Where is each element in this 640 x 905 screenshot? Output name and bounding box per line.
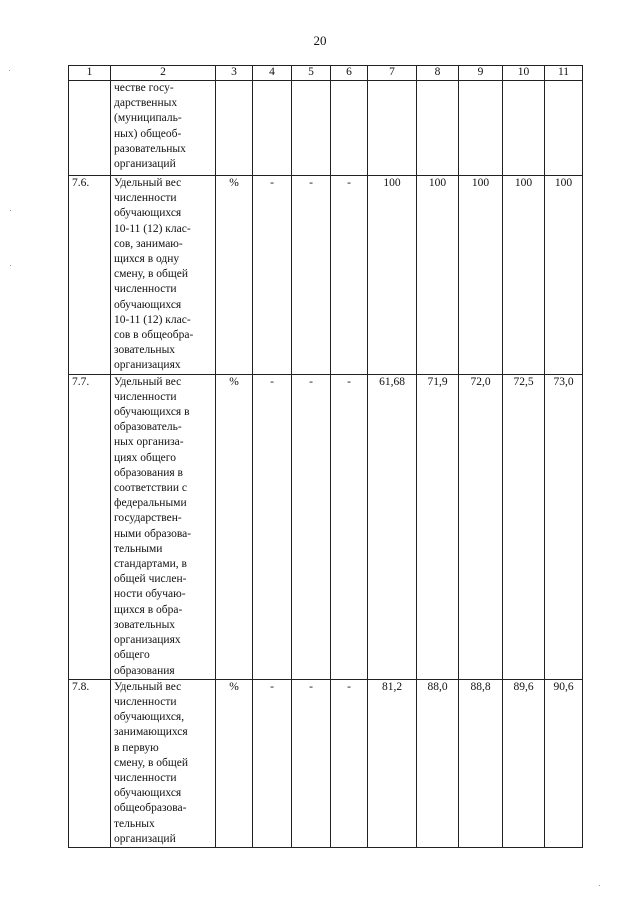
table-header-row — [69, 66, 583, 81]
indicator-name-line: организаций — [114, 832, 176, 845]
indicator-name-line: государствен- — [114, 512, 182, 525]
indicator-name-line: смену, в общей — [114, 268, 189, 281]
indicator-name-line: (муниципаль- — [114, 112, 182, 125]
unit-cell: % — [216, 679, 253, 847]
indicator-name-line: тельными — [114, 542, 163, 555]
value-cell-col-10 — [503, 81, 545, 176]
indicator-name-line: ных организа- — [114, 436, 184, 449]
indicator-name-line: разовательных — [114, 142, 186, 155]
page-number: 20 — [313, 33, 327, 48]
value-cell-col-10: 72,5 — [503, 374, 545, 679]
value-cell-col-4 — [253, 81, 292, 176]
table-row — [69, 679, 583, 847]
indicator-name-line: численности — [114, 390, 177, 403]
value-cell-col-6: - — [331, 374, 368, 679]
unit-cell — [216, 81, 253, 176]
value-cell-col-5: - — [292, 679, 331, 847]
indicator-name-line: численности — [114, 695, 177, 708]
column-header-10: 10 — [503, 66, 545, 81]
indicator-name-line: смену, в общей — [114, 756, 189, 769]
indicator-name — [111, 81, 216, 176]
value-cell-col-6: - — [331, 679, 368, 847]
indicator-name-line: щихся в обра- — [114, 603, 183, 616]
column-header-1: 1 — [69, 66, 111, 81]
indicator-name-line: дарственных — [114, 97, 178, 110]
table-row — [69, 374, 583, 679]
value-cell-col-5: - — [292, 374, 331, 679]
indicator-name-line: ности обучаю- — [114, 588, 186, 601]
indicator-name — [111, 374, 216, 679]
indicator-name-line: сов в общеобра- — [114, 329, 194, 342]
indicator-name-line: стандартами, в — [114, 558, 187, 571]
indicator-name-line: образователь- — [114, 421, 182, 434]
indicator-name-line: численности — [114, 192, 177, 205]
column-header-3: 3 — [216, 66, 253, 81]
value-cell-col-8: 71,9 — [417, 374, 459, 679]
column-header-11: 11 — [545, 66, 583, 81]
value-cell-col-9: 88,8 — [459, 679, 503, 847]
indicator-name — [111, 176, 216, 375]
column-header-6: 6 — [331, 66, 368, 81]
column-header-9: 9 — [459, 66, 503, 81]
scan-speck — [10, 265, 11, 266]
column-header-2: 2 — [111, 66, 216, 81]
value-cell-col-5 — [292, 81, 331, 176]
indicator-name-line: 10-11 (12) клас- — [114, 313, 191, 326]
indicator-name-line: 10-11 (12) клас- — [114, 222, 191, 235]
indicator-name-line: зовательных — [114, 344, 176, 357]
value-cell-col-7: 100 — [368, 176, 417, 375]
indicator-name-line: щихся в одну — [114, 253, 180, 266]
indicator-number: 7.7. — [69, 374, 111, 679]
indicator-name-line: сов, занимаю- — [114, 237, 183, 250]
table-row — [69, 176, 583, 375]
indicator-name-line: ными образова- — [114, 527, 192, 540]
value-cell-col-11: 90,6 — [545, 679, 583, 847]
table-row — [69, 81, 583, 176]
value-cell-col-8: 88,0 — [417, 679, 459, 847]
value-cell-col-5: - — [292, 176, 331, 375]
indicator-name-line: ных) общеоб- — [114, 127, 182, 140]
indicators-table — [68, 65, 583, 848]
scan-speck — [10, 210, 11, 211]
indicator-number: 7.8. — [69, 679, 111, 847]
indicator-name-line: Удельный вес — [114, 375, 182, 388]
indicator-name-line: общей числен- — [114, 573, 187, 586]
indicator-name-line: организациях — [114, 634, 181, 647]
value-cell-col-10: 100 — [503, 176, 545, 375]
indicator-name-line: циях общего — [114, 451, 176, 464]
indicator-name-line: Удельный вес — [114, 177, 182, 189]
value-cell-col-4: - — [253, 176, 292, 375]
value-cell-col-10: 89,6 — [503, 679, 545, 847]
value-cell-col-11 — [545, 81, 583, 176]
indicator-name-line: честве госу- — [114, 82, 174, 94]
value-cell-col-9: 100 — [459, 176, 503, 375]
indicator-name-line: организациях — [114, 359, 181, 372]
indicator-number — [69, 81, 111, 176]
value-cell-col-6 — [331, 81, 368, 176]
indicator-name-line: обучающихся, — [114, 711, 185, 724]
value-cell-col-7: 61,68 — [368, 374, 417, 679]
indicator-name-line: Удельный вес — [114, 680, 182, 693]
unit-cell: % — [216, 374, 253, 679]
value-cell-col-9 — [459, 81, 503, 176]
indicator-name-line: зовательных — [114, 618, 176, 631]
indicator-name-line: численности — [114, 771, 177, 784]
value-cell-col-7: 81,2 — [368, 679, 417, 847]
value-cell-col-8: 100 — [417, 176, 459, 375]
value-cell-col-4: - — [253, 374, 292, 679]
indicator-name-line: занимающихся — [114, 726, 188, 739]
indicator-name-line: образования — [114, 664, 175, 677]
value-cell-col-9: 72,0 — [459, 374, 503, 679]
indicator-name-line: обучающихся — [114, 207, 182, 220]
column-header-5: 5 — [292, 66, 331, 81]
value-cell-col-4: - — [253, 679, 292, 847]
indicator-name-line: тельных — [114, 817, 155, 830]
indicator-name-line: организаций — [114, 158, 176, 171]
indicator-name-line: обучающихся — [114, 787, 182, 800]
indicator-name-line: численности — [114, 283, 177, 296]
indicator-name-line: федеральными — [114, 497, 187, 510]
column-header-7: 7 — [368, 66, 417, 81]
scan-speck — [9, 70, 10, 71]
scan-speck — [599, 885, 600, 886]
value-cell-col-11: 73,0 — [545, 374, 583, 679]
column-header-4: 4 — [253, 66, 292, 81]
unit-cell: % — [216, 176, 253, 375]
indicator-name-line: общеобразова- — [114, 802, 187, 815]
indicator-name-line: образования в — [114, 466, 183, 479]
indicator-name-line: в первую — [114, 741, 159, 754]
indicator-name-line: соответствии с — [114, 482, 187, 495]
table-body — [69, 81, 583, 848]
value-cell-col-6: - — [331, 176, 368, 375]
column-header-8: 8 — [417, 66, 459, 81]
indicator-name-line: обучающихся — [114, 298, 182, 311]
value-cell-col-7 — [368, 81, 417, 176]
indicator-name-line: обучающихся в — [114, 406, 190, 419]
value-cell-col-8 — [417, 81, 459, 176]
indicator-number: 7.6. — [69, 176, 111, 375]
indicator-name — [111, 679, 216, 847]
indicator-name-line: общего — [114, 649, 150, 662]
value-cell-col-11: 100 — [545, 176, 583, 375]
